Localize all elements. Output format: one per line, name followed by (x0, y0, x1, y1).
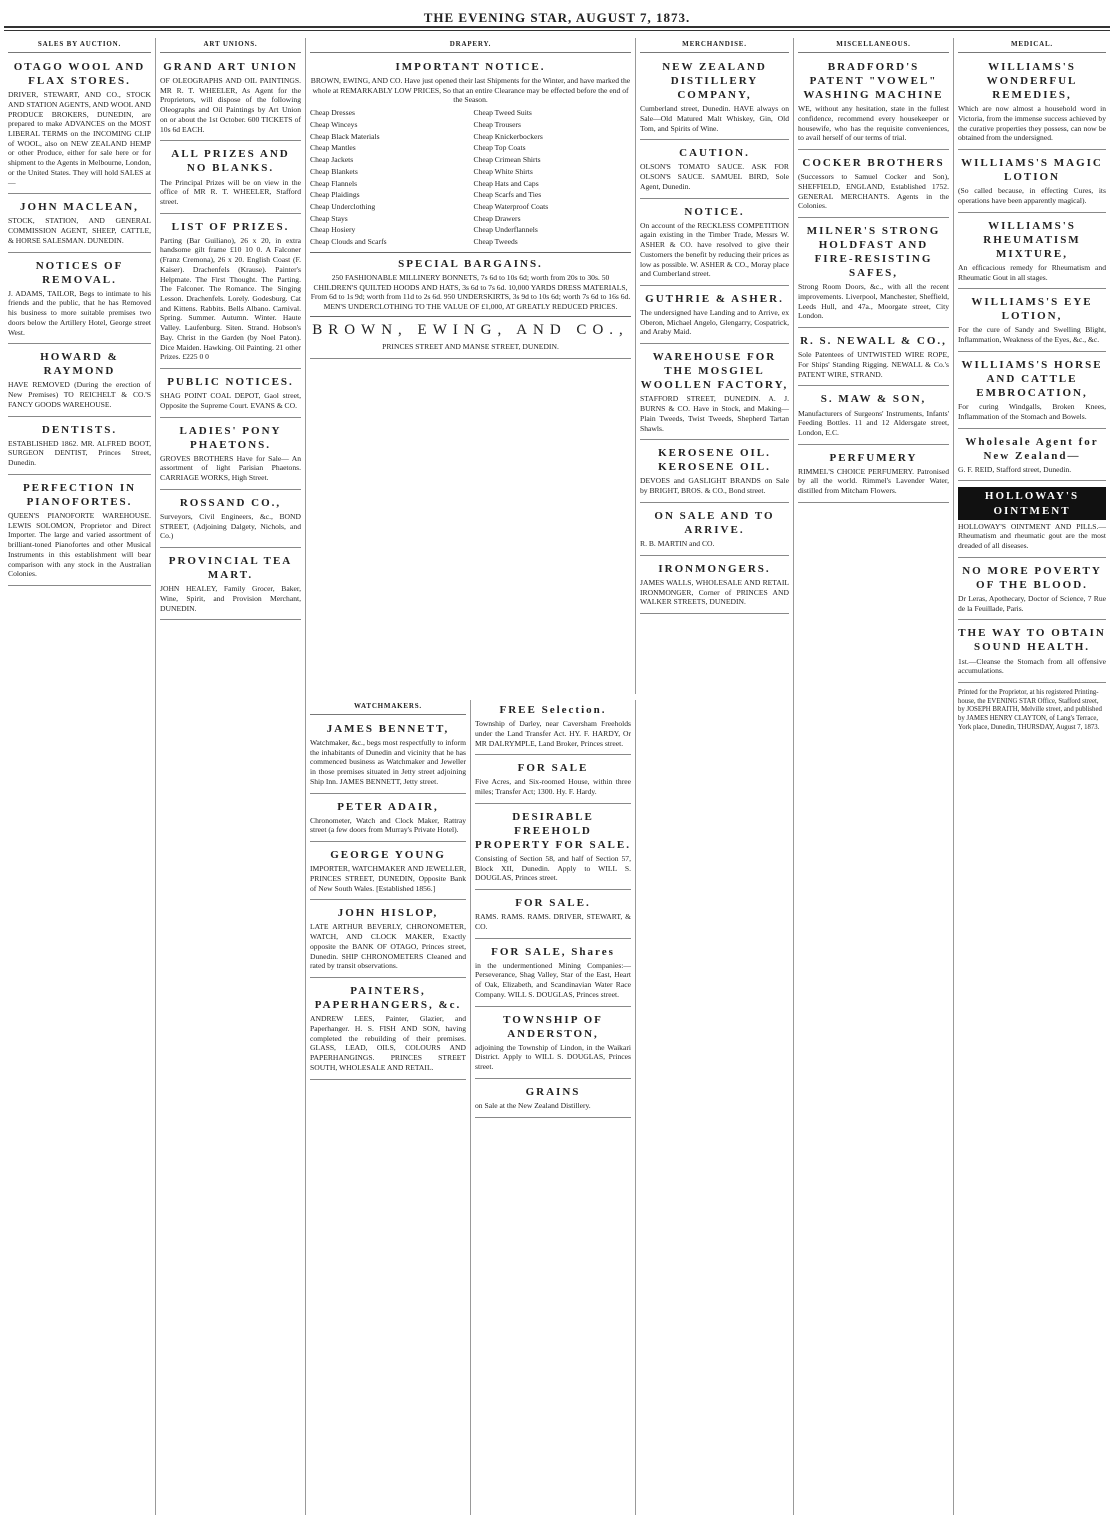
ad-body: IMPORTER, WATCHMAKER AND JEWELLER, PRINCES STREET, DUNEDIN, Opposite Bank of New South Wales. [Established 1856.] (310, 864, 466, 893)
cheap-item: Cheap Plaidings (310, 190, 360, 200)
advertisement (958, 292, 1106, 352)
ad-body: Surveyors, Civil Engineers, &c., BOND STREET, (Adjoining Dalgety, Nichols, and Co.) (160, 511, 301, 541)
ad-body: Strong Room Doors, &c., with all the recent improvements. Liverpool, Manchester, Sheffield, Leeds Hull, and 47a., Moorgate street, City London. (798, 282, 949, 321)
ad-title: WILLIAMS'S WONDERFUL REMEDIES, (986, 60, 1078, 102)
ad-body: 1st.—Cleanse the Stomach from all offensive accumulations. (958, 656, 1106, 676)
advertisement (8, 197, 151, 252)
ad-title: WILLIAMS'S MAGIC LOTION (961, 157, 1103, 184)
ad-title: OTAGO WOOL AND FLAX STORES. (13, 60, 146, 88)
advertisement (958, 216, 1106, 290)
ad-body: Cumberland street, Dunedin. HAVE always on Sale—Old Matured Malt Whiskey, Gin, Old Tom, and Spirits of Wine. (640, 104, 789, 133)
advertisement (475, 807, 631, 890)
cheap-item: Cheap Mantles (310, 143, 356, 153)
column-merchandise (636, 38, 794, 1515)
ad-title: PAINTERS, PAPERHANGERS, &c. (314, 985, 462, 1012)
ad-title: PROVINCIAL TEA MART. (168, 555, 293, 582)
ad-body: Consisting of Section 58, and half of Section 57, Block XII, Dunedin. Apply to WILL S. DOUGLAS, Princes street. (475, 853, 631, 883)
ad-title: HOLLOWAY'S OINTMENT (958, 487, 1106, 519)
ad-body: OF OLEOGRAPHS AND OIL PAINTINGS. MR R. T. WHEELER, As Agent for the Proprietors, will dispose of the following Oleographs and Oil Paintings by Art Union on or about the 1st October. 600 TICKETS of 10s 6d EACH. (160, 76, 301, 134)
advertisement (640, 443, 789, 503)
cheap-item: Cheap Hats and Caps (473, 178, 539, 188)
column-miscellaneous (794, 38, 954, 1515)
ad-body: RAMS. RAMS. RAMS. DRIVER, STEWART, & CO. (475, 912, 631, 931)
advertisement (475, 893, 631, 939)
ad-body: J. ADAMS, TAILOR, Begs to intimate to his friends and the public, that he has Removed his business to more suitable premises two doors below the Artillery Hotel, George street West. (8, 288, 151, 337)
advertisement (475, 1010, 631, 1079)
ad-body: Which are now almost a household word in Victoria, from the immense success achieved by the curative properties they possess, can now be obtained from the undersigned. (958, 104, 1106, 143)
advertisement (798, 153, 949, 218)
cheap-item: Cheap Tweed Suits (473, 108, 532, 118)
masthead-title: THE EVENING STAR, AUGUST 7, 1873. (423, 10, 691, 25)
cheap-list-left (310, 107, 468, 248)
ad-body: PRINCES STREET AND MANSE STREET, DUNEDIN. (382, 341, 559, 351)
ad-body: For the cure of Sandy and Swelling Blight, Inflammation, Weakness of the Eyes, &c., &c. (958, 325, 1106, 345)
column-head: DRAPERY. (310, 38, 631, 53)
advertisement (160, 57, 301, 141)
advertisement (8, 57, 151, 194)
ad-title: JOHN MACLEAN, (20, 201, 139, 214)
ad-body: in the undermentioned Mining Companies:— Perseverance, Shag Valley, Star of the East, Heart of Oak, Elizabeth, and Scandinavian Water Race Company. WILL S. DOUGLAS, Princes street. (475, 960, 631, 999)
cheap-item: Cheap Blankets (310, 166, 358, 176)
advertisement (310, 903, 466, 978)
ad-title: GUTHRIE & ASHER. (645, 292, 784, 305)
cheap-item: Cheap Dresses (310, 108, 355, 118)
ad-title: JOHN HISLOP, (337, 907, 439, 920)
ad-body: Chronometer, Watch and Clock Maker, Rattray street (a few doors from Murray's Private Hotel). (310, 815, 466, 835)
ad-title: WAREHOUSE FOR THE MOSGIEL WOOLLEN FACTORY, (640, 351, 789, 392)
column-medical (954, 38, 1110, 1515)
ad-title: SPECIAL BARGAINS. (398, 257, 543, 270)
ad-title: HOWARD & RAYMOND (40, 351, 119, 378)
cheap-item: Cheap Tweeds (473, 237, 518, 247)
ad-title: LIST OF PRIZES. (171, 220, 290, 233)
column-art-unions (156, 38, 306, 1515)
advertisement (640, 506, 789, 556)
cheap-item: Cheap Jackets (310, 155, 354, 165)
ad-body: DRIVER, STEWART, AND CO., STOCK AND STATION AGENTS, AND WOOL AND PRODUCE BROKERS, DUNEDIN, are prepared to make ADVANCES on the MOST LIBERAL TERMS on the INCOMING CLIP of WOOL, also on NEW ZEALAND HEMP or other Produce, either for sale here or for shipment to the Agents in Melbourne, London, or the United States. They will hold SALES at— (8, 90, 151, 187)
ad-body: (Successors to Samuel Cocker and Son), SHEFFIELD, ENGLAND, Established 1752. GENERAL MERCHANTS. Agents in the Colonies. (798, 172, 949, 211)
ad-body: HOLLOWAY'S OINTMENT AND PILLS.—Rheumatism and rheumatic gout are the most dreaded of all diseases. (958, 521, 1106, 551)
advertisement (160, 372, 301, 418)
advertisement (160, 421, 301, 490)
ad-body: Five Acres, and Six-roomed House, within three miles; Transfer Act; 1300. Hy. F. Hardy. (475, 777, 631, 797)
advertisement (8, 256, 151, 345)
column-head: MISCELLANEOUS. (798, 38, 949, 53)
ad-title: ROSSAND CO., (179, 496, 282, 509)
cheap-item: Cheap Hosiery (310, 225, 356, 235)
cheap-item: Cheap Flannels (310, 178, 358, 188)
ad-body: ESTABLISHED 1862. MR. ALFRED BOOT, SURGEON DENTIST, Princes Street, Dunedin. (8, 438, 151, 468)
ad-body: Manufacturers of Surgeons' Instruments, Infants' Feeding Bottles. 11 and 12 Aldersgate street, London, E.C. (798, 408, 949, 437)
ad-title: NOTICES OF REMOVAL. (35, 259, 124, 286)
cheap-list (310, 107, 631, 248)
ad-title: NOTICE. (684, 205, 745, 218)
cheap-item: Cheap Trousers (473, 119, 521, 129)
ad-title: PETER ADAIR, (337, 800, 439, 813)
cheap-item: Cheap Winceys (310, 119, 358, 129)
ad-body: On account of the RECKLESS COMPETITION again existing in the Timber Trade, Messrs W. ASHER & CO. have resolved to give their Customers the benefit by reducing their prices as low as possible. W. ASHER & CO., Moray place and Cumberland street. (640, 220, 789, 279)
advertisement (958, 432, 1106, 482)
ad-title: COCKER BROTHERS (802, 157, 945, 170)
ad-title: FOR SALE (517, 762, 589, 775)
advertisement (8, 420, 151, 475)
drapery-ad (310, 57, 631, 359)
advertisement (475, 758, 631, 804)
ad-body: STOCK, STATION, AND GENERAL COMMISSION AGENT, SHEEP, CATTLE, & HORSE SALESMAN. DUNEDIN. (8, 216, 151, 245)
cheap-list-right (474, 107, 632, 248)
ad-title: FOR SALE, Shares (491, 945, 615, 958)
ad-body: JOHN HEALEY, Family Grocer, Baker, Wine, Spirit, and Provision Merchant, DUNEDIN. (160, 584, 301, 613)
ad-title: WILLIAMS'S RHEUMATISM MIXTURE, (983, 219, 1081, 260)
advertisement (160, 144, 301, 213)
ad-body: JAMES WALLS, WHOLESALE AND RETAIL IRONMONGER, Corner of PRINCES AND WALKER STREETS, DUNEDIN. (640, 577, 789, 607)
column-land-sales (471, 700, 636, 1515)
ad-title: ALL PRIZES AND NO BLANKS. (171, 148, 290, 175)
ad-body: Dr Leras, Apothecary, Doctor of Science, 7 Rue de la Feuillade, Paris. (958, 593, 1106, 613)
column-head: WATCHMAKERS. (310, 700, 466, 715)
ad-title: FOR SALE. (515, 897, 591, 910)
advertisement (798, 448, 949, 503)
ad-body: STAFFORD STREET, DUNEDIN. A. J. BURNS & CO. Have in Stock, and Making— Plain Tweeds, Twist Tweeds, Shepherd Tartan Shawls. (640, 394, 789, 433)
column-head: ART UNIONS. (160, 38, 301, 53)
ad-title: IMPORTANT NOTICE. (395, 60, 546, 73)
ad-body: LATE ARTHUR BEVERLY, CHRONOMETER, WATCH, AND CLOCK MAKER, Exactly opposite the BANK OF OTAGO, Princes street, Dunedin. SHIP CHRONOMETERS Cleaned and rated by transit observations. (310, 922, 466, 971)
cheap-item: Cheap Waterproof Coats (473, 201, 549, 211)
ad-title: GEORGE YOUNG (330, 849, 446, 862)
cheap-item: Cheap White Shirts (473, 166, 533, 176)
ad-body: adjoining the Township of Lindon, in the Waikari District. Apply to WILL S. DOUGLAS, Princes street. (475, 1042, 631, 1072)
cheap-item: Cheap Underflannels (473, 225, 538, 235)
ad-body: QUEEN'S PIANOFORTE WAREHOUSE. LEWIS SOLOMON, Proprietor and Direct Importer. The large and varied assortment of brilliant-toned Pianofortes and other Musical Instruments in this establishment will bear comparison with any stock in the Australian Colonies. (8, 510, 151, 579)
ad-title: WILLIAMS'S EYE LOTION, (971, 296, 1093, 323)
ad-body: Watchmaker, &c., begs most respectfully to inform the inhabitants of Dunedin and vicinity that he has commenced business as Watchmaker and Jeweller in those premises situated in Jetty street adjoining Ship Inn. JAMES BENNETT, Jetty street. (310, 738, 466, 786)
ad-body: R. B. MARTIN and CO. (640, 539, 715, 549)
advertisement (160, 493, 301, 548)
ad-body: WE, without any hesitation, state in the fullest confidence, recommend every housekeeper or housewife, who has the requisite conveniences, to avail herself of our terms of trial. (798, 104, 949, 143)
advertisement (8, 347, 151, 416)
advertisement (475, 942, 631, 1007)
ad-title: JAMES BENNETT, (326, 722, 450, 735)
advertisement (310, 797, 466, 843)
advertisement (310, 981, 466, 1079)
ad-title: WILLIAMS'S HORSE AND CATTLE EMBROCATION, (961, 358, 1103, 400)
ad-title: THE WAY TO OBTAIN SOUND HEALTH. (958, 627, 1106, 654)
ad-title: KEROSENE OIL. KEROSENE OIL. (658, 447, 771, 474)
advertisement (310, 845, 466, 900)
advertisement (310, 719, 466, 794)
ad-title: ON SALE AND TO ARRIVE. (654, 509, 775, 536)
cheap-item: Cheap Crimean Shirts (473, 155, 541, 165)
advertisement (160, 217, 301, 369)
ad-body: HAVE REMOVED (During the erection of New Premises) TO REICHELT & CO.'S FANCY GOODS WAREHOUSE. (8, 380, 151, 409)
ad-title: IRONMONGERS. (658, 562, 771, 575)
advertisement (8, 478, 151, 586)
ad-body: DEVOES and GASLIGHT BRANDS on Sale by BRIGHT, BROS. & CO., Bond street. (640, 476, 789, 496)
masthead (0, 0, 1114, 32)
ad-title: TOWNSHIP OF ANDERSTON, (503, 1013, 603, 1040)
advertisement (640, 559, 789, 614)
advertisement (160, 551, 301, 620)
ad-body: BROWN, EWING, AND CO. Have just opened their last Shipments for the Winter, and have marked the whole at REMARKABLY LOW PRICES, So that an entire Clearance may be effected before the end of the Season. (310, 76, 631, 105)
ad-body: The Principal Prizes will be on view in the office of MR R. T. WHEELER, Stafford street. (160, 177, 301, 206)
advertisement (958, 355, 1106, 429)
ad-title: NEW ZEALAND DISTILLERY COMPANY, (662, 60, 767, 102)
ad-title: MILNER'S STRONG HOLDFAST AND FIRE-RESISTING SAFES, (806, 225, 941, 280)
ad-body: ANDREW LEES, Painter, Glazier, and Paperhanger. H. S. FISH AND SON, having completed the rebuilding of their premises. GLASS, LEAD, OILS, COLOURS AND PAPERHANGINGS. PRINCES STREET SOUTH, WHOLESALE AND RETAIL. (310, 1014, 466, 1072)
ad-title: PERFECTION IN PIANOFORTES. (22, 481, 137, 508)
ad-body: SHAG POINT COAL DEPOT, Gaol street, Opposite the Supreme Court. EVANS & CO. (160, 391, 301, 410)
ad-title: LADIES' PONY PHAETONS. (179, 424, 282, 451)
advertisement (798, 389, 949, 444)
ad-body: on Sale at the New Zealand Distillery. (475, 1101, 591, 1110)
advertisement (798, 57, 949, 150)
advertisement (798, 331, 949, 386)
cheap-item: Cheap Scarfs and Ties (473, 190, 542, 200)
column-sales-by-auction (4, 38, 156, 1515)
advertisement (958, 153, 1106, 213)
cheap-item: Cheap Knickerbockers (473, 131, 543, 141)
ad-title: DESIRABLE FREEHOLD PROPERTY FOR SALE. (475, 810, 631, 851)
column-head: MERCHANDISE. (640, 38, 789, 53)
ad-title: FREE Selection. (499, 704, 607, 716)
ad-title: GRAINS (525, 1085, 581, 1098)
advertisement (798, 221, 949, 328)
column-watchmakers (306, 700, 471, 1515)
ad-title: BRADFORD'S PATENT "VOWEL" WASHING MACHINE (803, 60, 944, 102)
ad-body: G. F. REID, Stafford street, Dunedin. (958, 464, 1072, 474)
masthead-rule (4, 26, 1110, 31)
ad-body: 250 FASHIONABLE MILLINERY BONNETS, 7s 6d to 10s 6d; worth from 20s to 30s. 50 CHILDREN'S QUILTED HOODS AND HATS, 3s 6d to 7s 6d. 10,000 YARDS DRESS MATERIALS, From 6d to 1s 9d; worth from 11d to 2s 6d. 950 UNDERSKIRTS, 3s 9d to 10s 6d; worth 7s 6d to 16s 6d. MEN'S UNDERCLOTHING TO THE VALUE OF £1,000, AT GREATLY REDUCED PRICES. (310, 272, 631, 312)
advertisement (958, 623, 1106, 683)
cheap-item: Cheap Drawers (473, 213, 521, 223)
cheap-item: Cheap Underclothing (310, 201, 376, 211)
advertisement (958, 57, 1106, 150)
ad-body: OLSON'S TOMATO SAUCE. ASK FOR OLSON'S SAUCE. SAMUEL BIRD, Sole Agent, Dunedin. (640, 162, 789, 191)
ad-title: BROWN, EWING, AND CO., (312, 321, 629, 338)
advertisement (640, 289, 789, 344)
advertisement (640, 143, 789, 198)
cheap-item: Cheap Stays (310, 213, 348, 223)
ad-body: Parting (Bar Guiliano), 26 x 20, in extra handsome gilt frame £10 10 0. A Falconer (Franz Cremona), 26 x 20. English Coast (F. Kaiser). Drachenfels (Krause). Painter's Helpmate. The First Thought. The Parting. The Falconer. The Romance. The Singing Lesson. Drachenfels. Lorely. Godesburg. Cat and Kittens. Rabbits. Bells Albano. Carnival. Spring. Summer. Autumn. Winter. Haute Valley. Laufenburg. Siten. Strand. Hobson's Bay. Christ in the Garden (by Noel Paton). Dice Maiden. Hawking. Oil Painting. 21 other Prizes. £225 0 0 (160, 235, 301, 362)
ad-body: (So called because, in effecting Cures, its operations have been apparently magical). (958, 186, 1106, 205)
advertisement (640, 347, 789, 440)
advertisement (475, 1082, 631, 1118)
ad-body: Sole Patentees of UNTWISTED WIRE ROPE, For Ships' Standing Rigging. NEWALL & Co.'s PATENT WIRE, STRAND. (798, 350, 949, 379)
ad-body: The undersigned have Landing and to Arrive, ex Oberon, Michael Angelo, Glengarry, Cospatrick, and Araby Maid. (640, 308, 789, 337)
column-head: MEDICAL. (958, 38, 1106, 53)
cheap-item: Cheap Clouds and Scarfs (310, 237, 387, 247)
cheap-item: Cheap Black Materials (310, 131, 380, 141)
advertisement (958, 484, 1106, 557)
ad-title: CAUTION. (679, 147, 750, 160)
ad-body: For curing Windgalls, Broken Knees, Inflammation of the Stomach and Bowels. (958, 402, 1106, 421)
advertisement (475, 700, 631, 755)
ad-title: R. S. NEWALL & CO., (800, 335, 947, 348)
ad-body: Township of Darley, near Caversham Freeholds under the Land Transfer Act. HY. F. HARDY, Or MR DALRYMPLE, Land Broker, Princes street. (475, 719, 631, 748)
ad-body: GROVES BROTHERS Have for Sale— An assortment of light Parisian Phaetons. CARRIAGE WORKS, High Street. (160, 453, 301, 483)
ad-title: DENTISTS. (41, 423, 118, 436)
column-drapery (306, 38, 636, 694)
ad-title: NO MORE POVERTY OF THE BLOOD. (962, 564, 1102, 591)
advertisement (640, 202, 789, 286)
ad-title: Wholesale Agent for New Zealand— (965, 435, 1099, 462)
ad-title: PUBLIC NOTICES. (167, 376, 294, 389)
ad-body: RIMMEL'S CHOICE PERFUMERY. Patronised by all the world. Rimmel's Lavender Water, distilled from Mitcham Flowers. (798, 466, 949, 496)
ad-title: S. MAW & SON, (820, 393, 927, 406)
advertisement (640, 57, 789, 140)
imprint-footer: Printed for the Proprietor, at his registered Printing-house, the EVENING STAR Office, Stafford street, by JOSEPH BRAITH, Melville street, and published by JAMES HENRY CLAYTON, of Lang's Terrace, York place, Dunedin, THURSDAY, August 7, 1873. (958, 688, 1102, 731)
column-head: SALES BY AUCTION. (8, 38, 151, 53)
ad-title: GRAND ART UNION (163, 60, 298, 73)
ad-title: PERFUMERY (829, 451, 918, 464)
ad-body: An efficacious remedy for Rheumatism and Rheumatic Gout in all stages. (958, 262, 1106, 282)
cheap-item: Cheap Top Coats (473, 143, 526, 153)
advertisement (958, 561, 1106, 621)
